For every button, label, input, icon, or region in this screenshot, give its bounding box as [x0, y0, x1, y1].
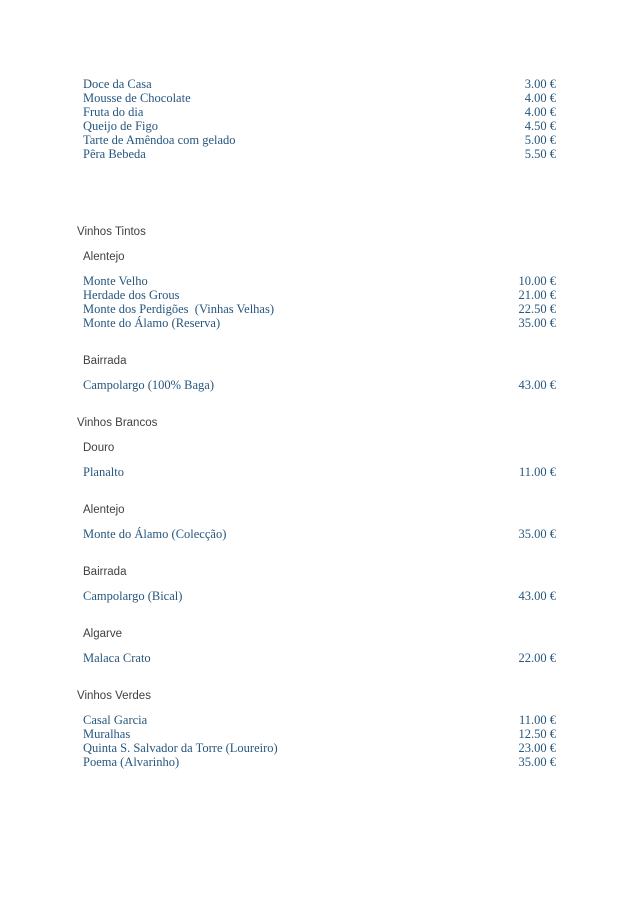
dessert-name: Mousse de Chocolate — [83, 91, 191, 105]
wine-price: 22.50 € — [518, 302, 556, 316]
wine-price: 43.00 € — [518, 378, 556, 392]
wine-name: Casal Garcia — [83, 713, 148, 727]
wine-row — [83, 378, 556, 392]
wine-price: 11.00 € — [518, 713, 556, 727]
wine-price: 35.00 € — [518, 755, 556, 769]
dessert-price: 3.00 € — [524, 77, 556, 91]
wine-name: Monte do Álamo (Colecção) — [83, 527, 227, 541]
dessert-price: 4.50 € — [524, 119, 556, 133]
wine-price: 22.00 € — [518, 651, 556, 665]
region-name: Algarve — [83, 628, 122, 640]
wine-section-verdes — [0, 689, 640, 769]
region-items — [0, 527, 640, 541]
wine-row — [83, 316, 556, 330]
dessert-name: Doce da Casa — [83, 77, 152, 91]
wine-name: Campolargo (100% Baga) — [83, 378, 214, 392]
wine-row — [83, 527, 556, 541]
wine-row — [83, 302, 556, 316]
region-items — [0, 378, 640, 392]
wine-name: Muralhas — [83, 727, 131, 741]
wine-name: Quinta S. Salvador da Torre (Loureiro) — [83, 741, 278, 755]
dessert-row — [83, 91, 556, 105]
region-name: Alentejo — [83, 504, 125, 516]
region-name: Alentejo — [83, 251, 125, 263]
wine-row — [83, 713, 556, 727]
wine-price: 43.00 € — [518, 589, 556, 603]
wine-name: Poema (Alvarinho) — [83, 755, 180, 769]
wine-name: Monte Velho — [83, 274, 148, 288]
dessert-row — [83, 105, 556, 119]
dessert-row — [83, 133, 556, 147]
dessert-row — [83, 77, 556, 91]
region-items — [0, 465, 640, 479]
wine-row — [83, 727, 556, 741]
wine-row — [83, 741, 556, 755]
region-items — [0, 274, 640, 330]
dessert-price: 4.00 € — [524, 91, 556, 105]
region-name: Bairrada — [83, 355, 127, 367]
wine-price: 21.00 € — [518, 288, 556, 302]
dessert-name: Pêra Bebeda — [83, 147, 146, 161]
wine-section-tintos — [0, 225, 640, 392]
dessert-name: Tarte de Amêndoa com gelado — [83, 133, 236, 147]
wine-section-title: Vinhos Brancos — [77, 417, 158, 429]
wine-name: Monte do Álamo (Reserva) — [83, 316, 221, 330]
wine-section-title: Vinhos Verdes — [77, 690, 151, 702]
region-items — [0, 713, 640, 769]
wine-price: 12.50 € — [518, 727, 556, 741]
wine-price: 11.00 € — [518, 465, 556, 479]
wine-price: 23.00 € — [518, 741, 556, 755]
wine-name: Campolargo (Bical) — [83, 589, 183, 603]
wine-price: 35.00 € — [518, 527, 556, 541]
wine-row — [83, 288, 556, 302]
wine-section-title: Vinhos Tintos — [77, 226, 146, 238]
region-items — [0, 589, 640, 603]
wine-name: Monte dos Perdigões (Vinhas Velhas) — [83, 302, 275, 316]
wine-row — [83, 589, 556, 603]
wine-row — [83, 274, 556, 288]
dessert-name: Queijo de Figo — [83, 119, 158, 133]
wine-row — [83, 755, 556, 769]
wine-name: Malaca Crato — [83, 651, 151, 665]
dessert-name: Fruta do dia — [83, 105, 144, 119]
dessert-list — [0, 0, 640, 161]
region-name: Bairrada — [83, 566, 127, 578]
wine-name: Herdade dos Grous — [83, 288, 180, 302]
region-items — [0, 651, 640, 665]
dessert-price: 5.00 € — [524, 133, 556, 147]
wine-price: 10.00 € — [518, 274, 556, 288]
wine-name: Planalto — [83, 465, 124, 479]
wine-row — [83, 651, 556, 665]
wine-row — [83, 465, 556, 479]
region-name: Douro — [83, 442, 115, 454]
dessert-price: 5.50 € — [524, 147, 556, 161]
dessert-row — [83, 147, 556, 161]
wine-section-brancos — [0, 416, 640, 665]
dessert-price: 4.00 € — [524, 105, 556, 119]
wine-price: 35.00 € — [518, 316, 556, 330]
dessert-row — [83, 119, 556, 133]
